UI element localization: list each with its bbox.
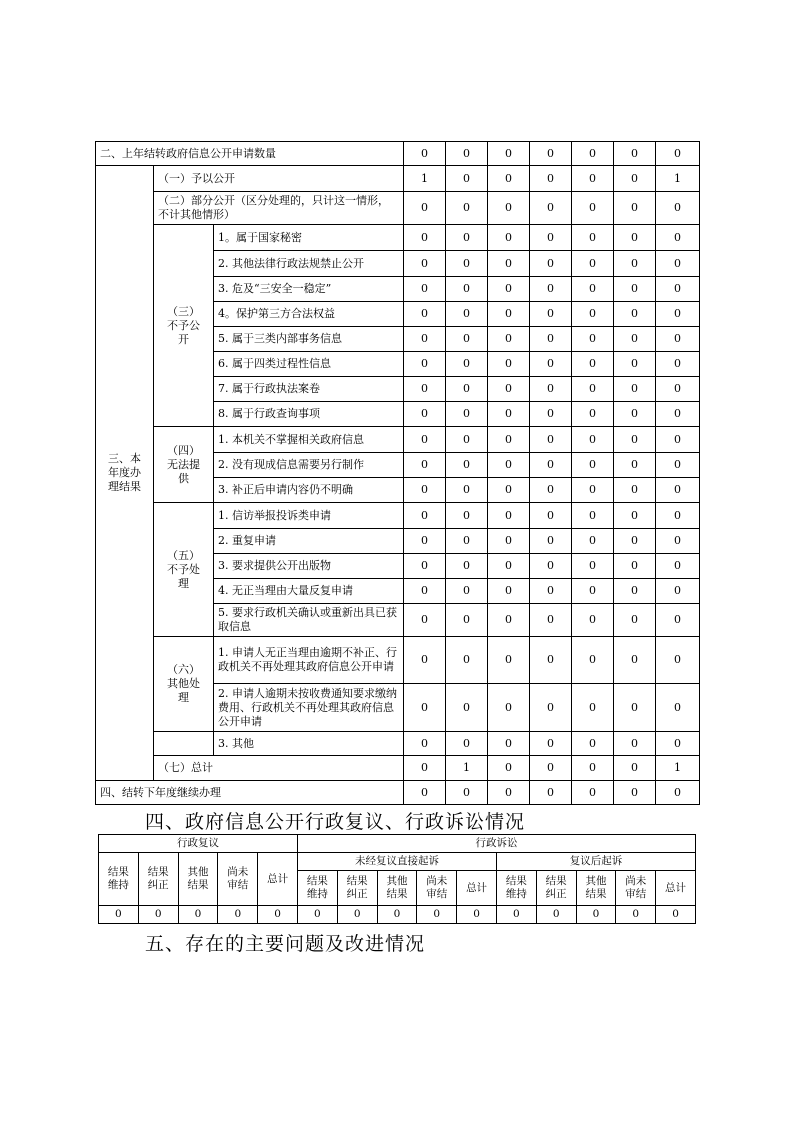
value-cell: 0 [572,352,614,377]
table-row [96,166,700,192]
table-row [96,142,700,166]
review-header: 行政复议 [99,835,298,853]
value-cell: 0 [446,277,488,302]
value-cell: 0 [572,579,614,604]
value-cell: 0 [656,377,700,402]
value-cell: 0 [404,352,446,377]
value-cell: 0 [496,906,536,924]
value-cell: 0 [614,478,656,503]
value-cell: 0 [576,906,616,924]
litigation-header: 行政诉讼 [297,835,695,853]
value-cell: 0 [488,554,530,579]
review-litigation-table [98,834,696,924]
value-cell: 0 [530,684,572,732]
value-cell: 0 [614,781,656,805]
value-cell: 0 [614,277,656,302]
application-results-table [95,141,700,805]
review-column-header: 其他结果 [178,853,218,906]
value-cell: 0 [530,478,572,503]
value-cell: 0 [572,781,614,805]
value-cell: 0 [488,192,530,225]
value-cell: 0 [656,225,700,251]
value-cell: 0 [656,478,700,503]
value-cell: 0 [138,906,178,924]
value-cell: 0 [572,684,614,732]
value-cell: 0 [614,503,656,529]
value-cell: 0 [488,781,530,805]
value-cell: 0 [404,192,446,225]
value-cell: 0 [377,906,417,924]
value-cell: 0 [404,684,446,732]
value-cell: 0 [656,192,700,225]
value-cell: 0 [614,579,656,604]
value-cell: 0 [446,529,488,554]
value-cell: 0 [446,251,488,277]
value-cell: 0 [656,402,700,427]
value-cell: 0 [404,277,446,302]
value-cell: 0 [446,604,488,637]
after-review-litigation-header: 复议后起诉 [496,853,695,871]
value-cell: 0 [614,192,656,225]
value-cell: 0 [488,579,530,604]
value-cell: 0 [530,251,572,277]
value-cell: 0 [530,377,572,402]
row-label: 5. 要求行政机关确认或重新出具已获取信息 [214,604,404,637]
value-cell: 0 [614,352,656,377]
value-cell: 0 [656,604,700,637]
value-cell: 0 [614,637,656,684]
value-cell: 0 [614,142,656,166]
after-review-column-header: 总计 [656,871,696,906]
after-review-column-header: 结果纠正 [536,871,576,906]
review-column-header: 尚未审结 [218,853,258,906]
value-cell: 0 [404,377,446,402]
value-cell: 0 [656,142,700,166]
value-cell: 0 [488,302,530,327]
after-review-column-header: 其他结果 [576,871,616,906]
value-cell: 0 [417,906,457,924]
value-cell: 0 [614,756,656,781]
row-label: 1。属于国家秘密 [214,225,404,251]
direct-column-header: 尚未审结 [417,871,457,906]
value-cell: 0 [572,427,614,453]
value-cell: 0 [656,427,700,453]
value-cell: 0 [530,302,572,327]
value-cell: 0 [656,579,700,604]
value-cell: 0 [530,427,572,453]
value-cell: 0 [530,453,572,478]
value-cell: 0 [404,427,446,453]
value-cell: 0 [656,503,700,529]
value-cell: 0 [656,781,700,805]
review-column-header: 总计 [258,853,298,906]
table-row [96,192,700,225]
value-cell: 0 [614,377,656,402]
value-cell: 0 [488,756,530,781]
value-cell: 0 [404,453,446,478]
value-cell: 0 [404,637,446,684]
value-cell: 0 [614,554,656,579]
value-cell: 0 [488,604,530,637]
value-cell: 0 [530,166,572,192]
value-cell: 0 [530,327,572,352]
value-cell: 0 [656,453,700,478]
value-cell: 0 [488,166,530,192]
value-cell: 0 [572,503,614,529]
value-cell: 0 [404,554,446,579]
value-cell: 0 [488,503,530,529]
value-cell: 0 [614,166,656,192]
value-cell: 0 [488,251,530,277]
row-label: 2. 申请人逾期未按收费通知要求缴纳费用、行政机关不再处理其政府信息公开申请 [214,684,404,732]
value-cell: 0 [656,637,700,684]
row-label: 4。保护第三方合法权益 [214,302,404,327]
value-cell: 0 [530,732,572,756]
value-cell: 0 [572,529,614,554]
value-cell: 0 [614,302,656,327]
value-cell: 0 [572,302,614,327]
value-cell: 0 [656,554,700,579]
value-cell: 0 [404,302,446,327]
table-row [96,781,700,805]
value-cell: 0 [572,277,614,302]
group-label-g3: （三）不予公开 [154,225,214,427]
value-cell: 0 [488,277,530,302]
value-cell: 0 [446,166,488,192]
value-cell: 0 [488,377,530,402]
row-label: 3. 其他 [214,732,404,756]
section-heading-review-litigation: 四、政府信息公开行政复议、行政诉讼情况 [145,811,526,833]
row-label: 1. 信访举报投诉类申请 [214,503,404,529]
value-cell: 0 [404,142,446,166]
value-cell: 0 [457,906,497,924]
value-cell: 0 [488,637,530,684]
value-cell: 0 [446,453,488,478]
value-cell: 0 [404,225,446,251]
value-cell: 0 [530,503,572,529]
value-cell: 0 [616,906,656,924]
value-cell: 0 [404,781,446,805]
value-cell: 0 [488,352,530,377]
row-label: 6. 属于四类过程性信息 [214,352,404,377]
value-cell: 0 [572,554,614,579]
value-cell: 0 [656,302,700,327]
value-cell: 0 [446,684,488,732]
value-cell: 0 [614,604,656,637]
value-cell: 0 [572,327,614,352]
value-cell: 0 [488,684,530,732]
value-cell: 0 [337,906,377,924]
value-cell: 0 [446,142,488,166]
row-label: （一）予以公开 [154,166,404,192]
value-cell: 0 [488,327,530,352]
group-label-g6: （六）其他处理 [154,637,214,732]
value-cell: 0 [218,906,258,924]
value-cell: 0 [656,277,700,302]
value-cell: 0 [530,225,572,251]
value-cell: 0 [530,277,572,302]
value-cell: 0 [530,579,572,604]
value-cell: 0 [572,225,614,251]
value-cell: 0 [572,637,614,684]
value-cell: 0 [530,529,572,554]
value-cell: 0 [446,402,488,427]
value-cell: 0 [446,427,488,453]
value-cell: 0 [530,604,572,637]
empty-cell [154,732,214,756]
value-cell: 0 [614,427,656,453]
value-cell: 0 [446,503,488,529]
value-cell: 0 [446,637,488,684]
value-cell: 0 [446,732,488,756]
value-cell: 0 [656,684,700,732]
value-cell: 0 [404,529,446,554]
value-cell: 0 [614,251,656,277]
group-label-g5: （五）不予处理 [154,503,214,637]
value-cell: 1 [404,166,446,192]
value-cell: 0 [404,756,446,781]
value-cell: 0 [404,604,446,637]
value-cell: 0 [572,192,614,225]
value-cell: 0 [404,732,446,756]
value-cell: 0 [530,352,572,377]
value-cell: 0 [572,756,614,781]
value-cell: 0 [404,327,446,352]
value-cell: 0 [530,142,572,166]
group-label-g4: （四）无法提供 [154,427,214,503]
direct-column-header: 总计 [457,871,497,906]
value-cell: 0 [572,251,614,277]
value-cell: 0 [530,756,572,781]
review-column-header: 结果纠正 [138,853,178,906]
value-cell: 0 [614,453,656,478]
value-cell: 0 [572,604,614,637]
value-cell: 0 [614,684,656,732]
value-cell: 0 [258,906,298,924]
value-cell: 0 [530,637,572,684]
value-cell: 0 [404,579,446,604]
value-cell: 0 [488,225,530,251]
value-cell: 0 [446,579,488,604]
value-cell: 0 [614,327,656,352]
table-row [96,427,700,453]
after-review-column-header: 结果维持 [496,871,536,906]
value-cell: 0 [530,781,572,805]
value-cell: 0 [656,906,696,924]
value-cell: 0 [536,906,576,924]
value-cell: 0 [446,225,488,251]
row-label: 二、上年结转政府信息公开申请数量 [96,142,404,166]
row-label: 2. 其他法律行政法规禁止公开 [214,251,404,277]
direct-column-header: 其他结果 [377,871,417,906]
value-cell: 0 [446,377,488,402]
row-label: 4. 无正当理由大量反复申请 [214,579,404,604]
table-row [96,637,700,684]
value-cell: 0 [572,142,614,166]
value-cell: 0 [488,478,530,503]
value-cell: 0 [404,478,446,503]
value-cell: 0 [488,732,530,756]
value-cell: 0 [614,732,656,756]
direct-column-header: 结果维持 [297,871,337,906]
value-cell: 0 [572,732,614,756]
value-cell: 0 [656,529,700,554]
direct-litigation-header: 未经复议直接起诉 [297,853,496,871]
row-label: 2. 重复申请 [214,529,404,554]
value-cell: 0 [446,781,488,805]
row-label: （七）总计 [154,756,404,781]
value-cell: 0 [404,503,446,529]
section-heading-problems: 五、存在的主要问题及改进情况 [145,933,426,955]
value-cell: 0 [572,453,614,478]
row-label: 7. 属于行政执法案卷 [214,377,404,402]
value-cell: 0 [614,529,656,554]
row-label: 8. 属于行政查询事项 [214,402,404,427]
value-cell: 0 [446,302,488,327]
value-cell: 0 [614,225,656,251]
value-cell: 0 [178,906,218,924]
value-cell: 0 [530,192,572,225]
value-cell: 0 [656,327,700,352]
value-cell: 0 [404,251,446,277]
value-cell: 0 [446,192,488,225]
row-label: 1. 本机关不掌握相关政府信息 [214,427,404,453]
value-cell: 0 [488,529,530,554]
value-cell: 0 [572,166,614,192]
value-cell: 0 [530,402,572,427]
value-cell: 0 [656,352,700,377]
value-cell: 0 [446,327,488,352]
after-review-column-header: 尚未审结 [616,871,656,906]
value-cell: 0 [488,453,530,478]
row-label: 四、结转下年度继续办理 [96,781,404,805]
value-cell: 1 [446,756,488,781]
value-cell: 0 [446,352,488,377]
value-cell: 0 [488,427,530,453]
row-label: 2. 没有现成信息需要另行制作 [214,453,404,478]
value-cell: 0 [488,402,530,427]
value-cell: 0 [572,377,614,402]
review-column-header: 结果维持 [99,853,139,906]
row-label: 5. 属于三类内部事务信息 [214,327,404,352]
value-cell: 0 [446,554,488,579]
direct-column-header: 结果纠正 [337,871,377,906]
value-cell: 0 [572,402,614,427]
table-row [96,225,700,251]
row-label: 3. 危及“三安全一稳定” [214,277,404,302]
value-cell: 0 [488,142,530,166]
table-row [96,756,700,781]
value-cell: 0 [404,402,446,427]
value-cell: 0 [99,906,139,924]
value-cell: 0 [297,906,337,924]
value-cell: 0 [446,478,488,503]
group-label-main: 三、本年度办理结果 [96,166,154,781]
value-cell: 0 [656,732,700,756]
value-cell: 0 [656,251,700,277]
value-cell: 0 [530,554,572,579]
row-label: 1. 申请人无正当理由逾期不补正、行政机关不再处理其政府信息公开申请 [214,637,404,684]
value-cell: 0 [572,478,614,503]
value-cell: 1 [656,166,700,192]
value-cell: 1 [656,756,700,781]
table-row [96,503,700,529]
row-label: （二）部分公开（区分处理的，只计这一情形，不计其他情形） [154,192,404,225]
row-label: 3. 要求提供公开出版物 [214,554,404,579]
row-label: 3. 补正后申请内容仍不明确 [214,478,404,503]
table-row [96,732,700,756]
value-cell: 0 [614,402,656,427]
